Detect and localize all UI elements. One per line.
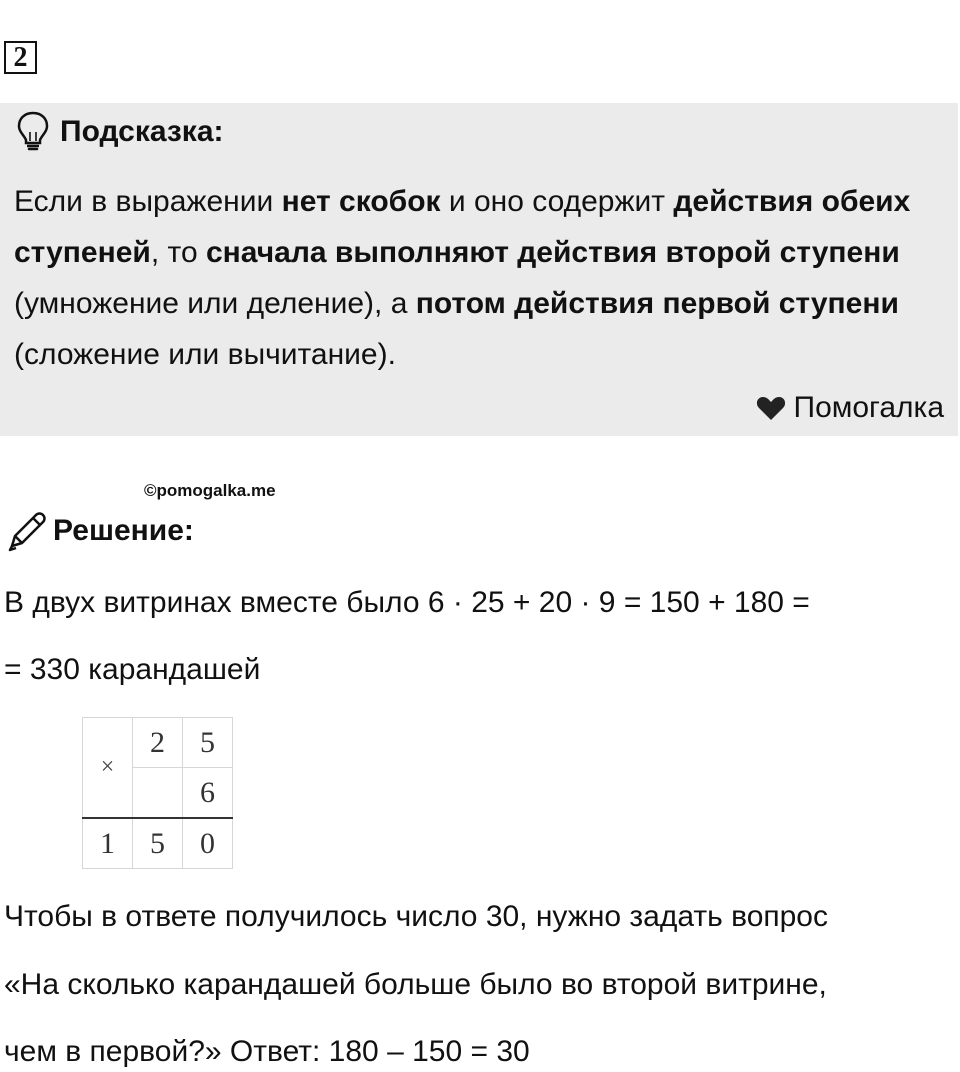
calc-result-cell: 0 — [183, 818, 233, 869]
solution-line-1: В двух витринах вместе было 6 · 25 + 20 · 9 = 150 + 180 = — [4, 586, 810, 619]
hint-text-segment: Если в выражении — [14, 185, 282, 218]
brand-label — [756, 388, 945, 428]
solution-line-2: = 330 карандашей — [4, 653, 261, 686]
calc-cell — [133, 768, 183, 819]
solution-line-5: чем в первой?» Ответ: 180 – 150 = 30 — [4, 1035, 530, 1068]
solution-line-4: «На сколько карандашей больше было во второй витрине, — [4, 968, 827, 1001]
hint-emphasis: потом действия первой ступени — [415, 287, 899, 320]
heart-icon — [756, 395, 786, 421]
hint-text-segment: (умножение или деление), а — [14, 287, 416, 320]
calc-cell: 5 — [183, 718, 233, 768]
calc-cell: 6 — [183, 768, 233, 819]
hint-text-segment: и оно содержит — [440, 185, 674, 218]
hint-emphasis: действия обеих ступеней — [14, 185, 911, 269]
hint-text-segment: , то — [150, 236, 206, 269]
hint-text-segment: (сложение или вычитание). — [14, 338, 396, 371]
hint-paragraph — [14, 176, 939, 380]
watermark: ©pomogalka.me — [144, 481, 276, 500]
task-number: 2 — [4, 41, 37, 74]
calc-cell: 2 — [133, 718, 183, 768]
calc-result-cell: 1 — [83, 818, 133, 869]
operator-sign: × — [83, 718, 133, 819]
multiplication-table — [82, 717, 233, 869]
hint-emphasis: сначала выполняют действия второй ступени — [205, 236, 900, 269]
hint-title: Подсказка: — [60, 115, 224, 148]
lightbulb-icon — [16, 110, 50, 152]
solution-line-3: Чтобы в ответе получилось число 30, нужно задать вопрос — [4, 900, 828, 933]
hint-emphasis: нет скобок — [281, 185, 441, 218]
pencil-icon — [6, 510, 48, 552]
solution-title: Решение: — [53, 514, 194, 547]
calc-result-cell: 5 — [133, 818, 183, 869]
brand-name: Помогалка — [793, 391, 944, 424]
